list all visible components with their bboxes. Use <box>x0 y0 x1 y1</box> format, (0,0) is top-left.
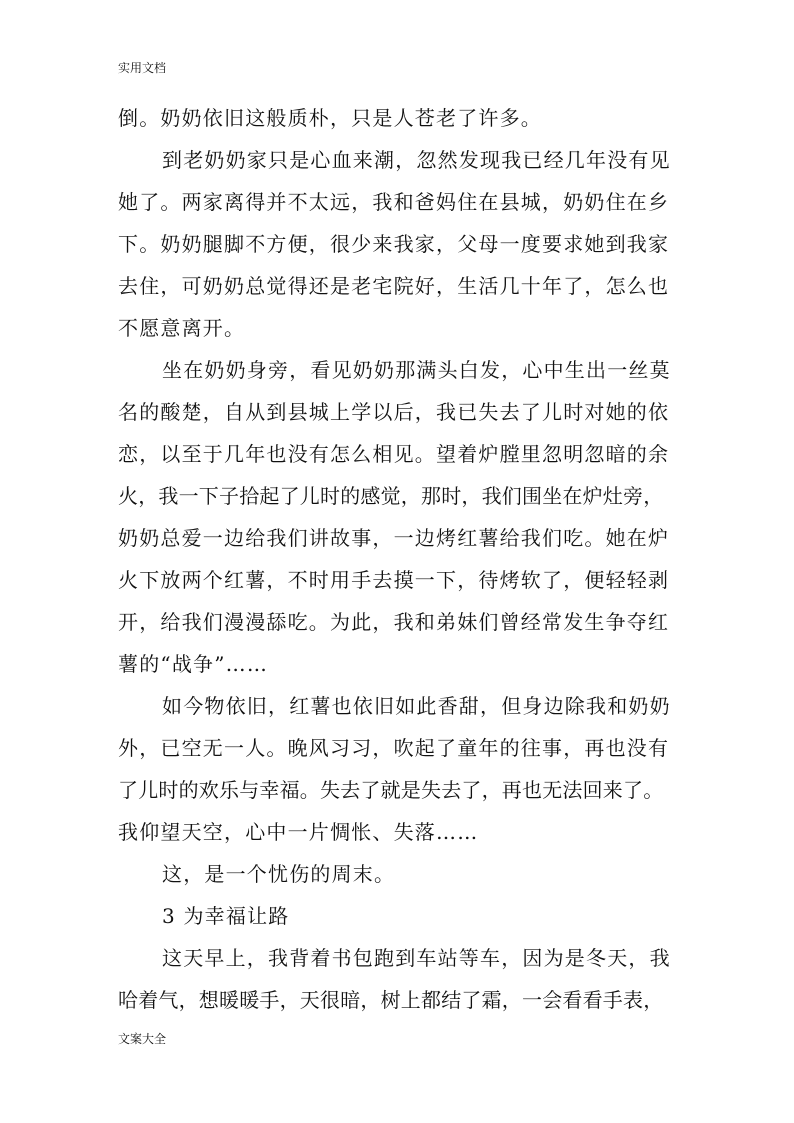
text-line: 火，我一下子拾起了儿时的感觉，那时，我们围坐在炉灶旁， <box>118 484 664 508</box>
text-line: 外，已空无一人。晚风习习，吹起了童年的往事，再也没有 <box>118 736 670 760</box>
section-heading: 3 为幸福让路 <box>162 904 290 928</box>
text-line: 这天早上，我背着书包跑到车站等车，因为是冬天，我 <box>162 946 671 970</box>
text-line: 到老奶奶家只是心血来潮，忽然发现我已经几年没有见 <box>162 148 671 172</box>
text-line: 了儿时的欢乐与幸福。失去了就是失去了，再也无法回来了。 <box>118 778 664 802</box>
text-line: 下。奶奶腿脚不方便，很少来我家，父母一度要求她到我家 <box>118 232 670 256</box>
text-line: 名的酸楚，自从到县城上学以后，我已失去了儿时对她的依 <box>118 400 670 424</box>
text-line: 开，给我们漫漫舔吃。为此，我和弟妹们曾经常发生争夺红 <box>118 610 670 634</box>
text-line: 她了。两家离得并不太远，我和爸妈住在县城，奶奶住在乡 <box>118 190 670 214</box>
text-line: 薯的“战争”…… <box>118 652 269 676</box>
text-line: 这，是一个忧伤的周末。 <box>162 862 396 886</box>
text-line: 倒。奶奶依旧这般质朴，只是人苍老了许多。 <box>118 106 542 130</box>
text-line: 去住，可奶奶总觉得还是老宅院好，生活几十年了，怎么也 <box>118 274 670 298</box>
text-line: 坐在奶奶身旁，看见奶奶那满头白发，心中生出一丝莫 <box>162 358 671 382</box>
page-header: 实用文档 <box>118 61 167 75</box>
text-line: 哈着气，想暖暖手，天很暗，树上都结了霜，一会看看手表， <box>118 988 664 1012</box>
document-body <box>118 97 678 1021</box>
text-line: 恋，以至于几年也没有怎么相见。望着炉膛里忽明忽暗的余 <box>118 442 670 466</box>
text-line: 奶奶总爱一边给我们讲故事，一边烤红薯给我们吃。她在炉 <box>118 526 670 550</box>
text-line: 我仰望天空，心中一片惆怅、失落…… <box>118 820 479 844</box>
text-line: 不愿意离开。 <box>118 316 246 340</box>
text-line: 如今物依旧，红薯也依旧如此香甜，但身边除我和奶奶 <box>162 694 671 718</box>
text-line: 火下放两个红薯，不时用手去摸一下，待烤软了，便轻轻剥 <box>118 568 670 592</box>
page-footer: 文案大全 <box>118 1032 167 1046</box>
